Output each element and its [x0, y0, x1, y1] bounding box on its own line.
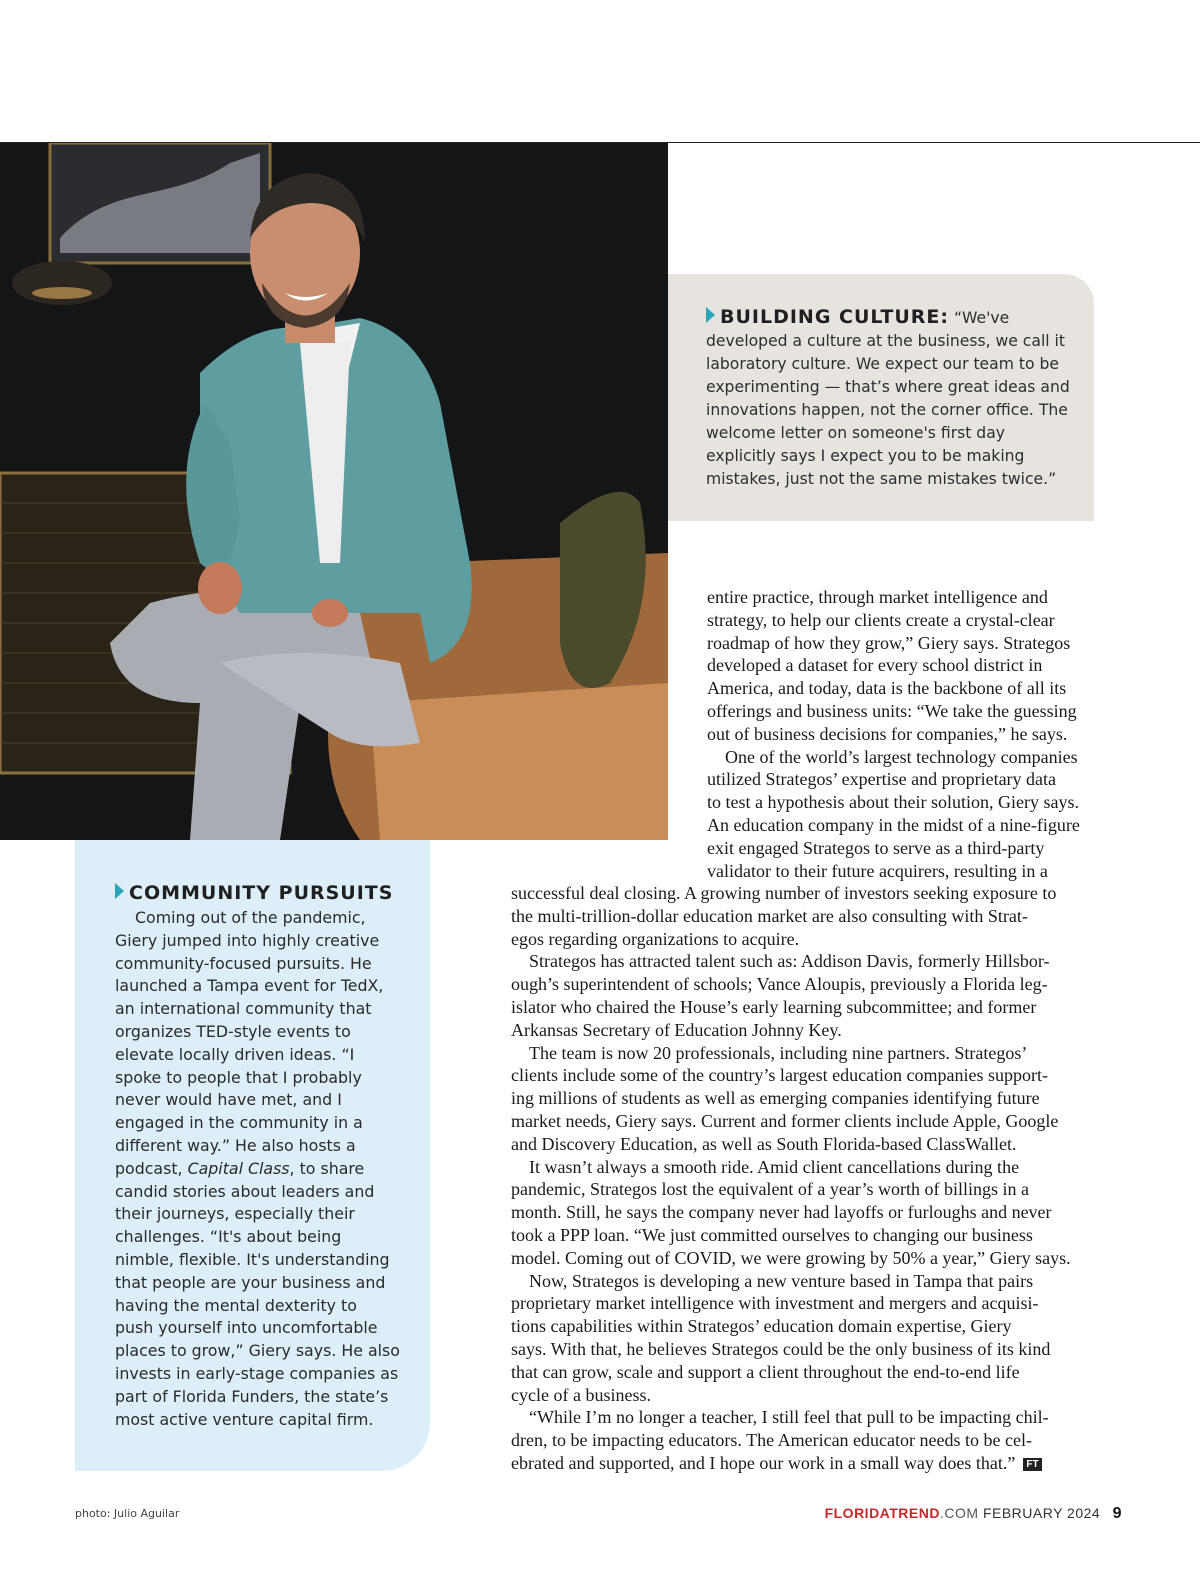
- building-culture-quote: “We've developed a culture at the business, we call it laboratory culture. We expect our team to be experimenting — that’s where great ideas and innovations happen, not the corner office. The welcome letter on someone's first day explicitly says I expect you to be making mistakes, just not the same mistakes twice.”: [706, 309, 1070, 488]
- triangle-bullet-icon: [115, 883, 124, 899]
- article-line: validator to their future acquirers, resulting in a: [707, 860, 1048, 881]
- article-line: strategy, to help our clients create a crystal-clear: [707, 609, 1055, 630]
- article-line: market needs, Giery says. Current and former clients include Apple, Google: [511, 1110, 1059, 1131]
- article-line: pandemic, Strategos lost the equivalent of a year’s worth of billings in a: [511, 1179, 1030, 1200]
- article-line: ebrated and supported, and I hope our work in a small way does that.”: [511, 1452, 1016, 1473]
- article-line: Strategos has attracted talent such as: Addison Davis, formerly Hillsbor-: [529, 951, 1050, 972]
- building-culture-heading: BUILDING CULTURE:: [720, 306, 949, 328]
- portrait-photo: [0, 143, 668, 840]
- article-line: to test a hypothesis about their solution, Giery says.: [707, 792, 1079, 813]
- community-pursuits-heading: COMMUNITY PURSUITS: [129, 882, 394, 904]
- article-line: ough’s superintendent of schools; Vance Aloupis, previously a Florida leg-: [511, 974, 1048, 995]
- article-line: tions capabilities within Strategos’ education domain expertise, Giery: [511, 1316, 1012, 1337]
- article-line: entire practice, through market intelligence and: [707, 587, 1048, 607]
- article-line: says. With that, he believes Strategos could be the only business of its kind: [511, 1338, 1051, 1359]
- article-line: islator who chaired the House’s early learning subcommittee; and former: [511, 996, 1037, 1017]
- article-last-line: [511, 1452, 1131, 1475]
- article-line: cycle of a business.: [511, 1384, 651, 1405]
- article-line: exit engaged Strategos to serve as a third-party: [707, 837, 1045, 858]
- photo-credit: photo: Julio Aguilar: [75, 1507, 180, 1520]
- end-mark-icon: FT: [1023, 1458, 1041, 1471]
- article-line: It wasn’t always a smooth ride. Amid client cancellations during the: [529, 1156, 1020, 1177]
- building-culture-text: [706, 306, 1074, 491]
- triangle-bullet-icon: [706, 307, 715, 323]
- article-line: dren, to be impacting educators. The American educator needs to be cel-: [511, 1430, 1032, 1451]
- article-line: America, and today, data is the backbone of all its: [707, 678, 1067, 699]
- footer-brand-suffix: .COM: [939, 1505, 979, 1521]
- article-line: developed a dataset for every school district in: [707, 655, 1043, 676]
- podcast-title: Capital Class: [187, 1158, 290, 1178]
- article-column-main: [511, 882, 1131, 1475]
- footer-issue: FEBRUARY 2024: [982, 1505, 1101, 1521]
- article-line: took a PPP loan. “We just committed ourselves to changing our business: [511, 1224, 1033, 1245]
- article-line: ing millions of students as well as emerging companies identifying future: [511, 1088, 1040, 1109]
- article-line: The team is now 20 professionals, including nine partners. Strategos’: [529, 1042, 1028, 1063]
- community-pursuits-heading-wrap: [115, 882, 400, 904]
- article-line: that can grow, scale and support a client throughout the end-to-end life: [511, 1361, 1020, 1382]
- community-pursuits-text: [115, 907, 400, 1431]
- community-text-part1: Coming out of the pandemic, Giery jumped into highly creative community-focused pursuits. He launched a Tampa event for TedX, an international community that organizes TED-style events to elevate locally driven ideas. “I spoke to people that I probably never would have met, and I engaged in the community in a different way.” He also hosts a podcast,: [115, 908, 384, 1178]
- article-line: clients include some of the country’s largest education companies support-: [511, 1065, 1049, 1086]
- portrait-illustration: [0, 143, 668, 840]
- article-line: the multi-trillion-dollar education market are also consulting with Strat-: [511, 905, 1028, 926]
- article-line: model. Coming out of COVID, we were growing by 50% a year,” Giery says.: [511, 1247, 1071, 1268]
- footer-brand: FLORIDATREND: [824, 1505, 940, 1521]
- article-line: roadmap of how they grow,” Giery says. Strategos: [707, 632, 1071, 653]
- community-pursuits-callout: [75, 840, 430, 1471]
- article-line: Arkansas Secretary of Education Johnny Key.: [511, 1019, 842, 1040]
- article-line: One of the world’s largest technology companies: [725, 746, 1078, 767]
- article-line: Now, Strategos is developing a new venture based in Tampa that pairs: [529, 1270, 1034, 1291]
- article-line: “While I’m no longer a teacher, I still feel that pull to be impacting chil-: [529, 1407, 1049, 1428]
- article-line: offerings and business units: “We take the guessing: [707, 700, 1077, 721]
- page-number: 9: [1112, 1505, 1122, 1522]
- building-culture-callout: [668, 274, 1094, 521]
- article-line: egos regarding organizations to acquire.: [511, 928, 800, 949]
- article-line: proprietary market intelligence with investment and mergers and acquisi-: [511, 1293, 1039, 1314]
- article-line: month. Still, he says the company never had layoffs or furloughs and never: [511, 1202, 1052, 1223]
- article-line: utilized Strategos’ expertise and proprietary data: [707, 769, 1057, 790]
- article-line: An education company in the midst of a nine-figure: [707, 814, 1080, 835]
- article-column-top: [707, 586, 1127, 882]
- article-line: and Discovery Education, as well as South Florida-based ClassWallet.: [511, 1133, 1017, 1154]
- article-line: out of business decisions for companies,” he says.: [707, 723, 1068, 744]
- page-footer: [825, 1505, 1122, 1523]
- article-line: successful deal closing. A growing number of investors seeking exposure to: [511, 883, 1057, 903]
- community-text-part2: , to share candid stories about leaders and their journeys, especially their challenges. “It's about being nimble, flexible. It's understanding that people are your business and having the mental dexterity to push yourself into uncomfortable places to grow,” Giery says. He also invests in early-stage companies as part of Florida Funders, the state’s most active venture capital firm.: [115, 1158, 400, 1429]
